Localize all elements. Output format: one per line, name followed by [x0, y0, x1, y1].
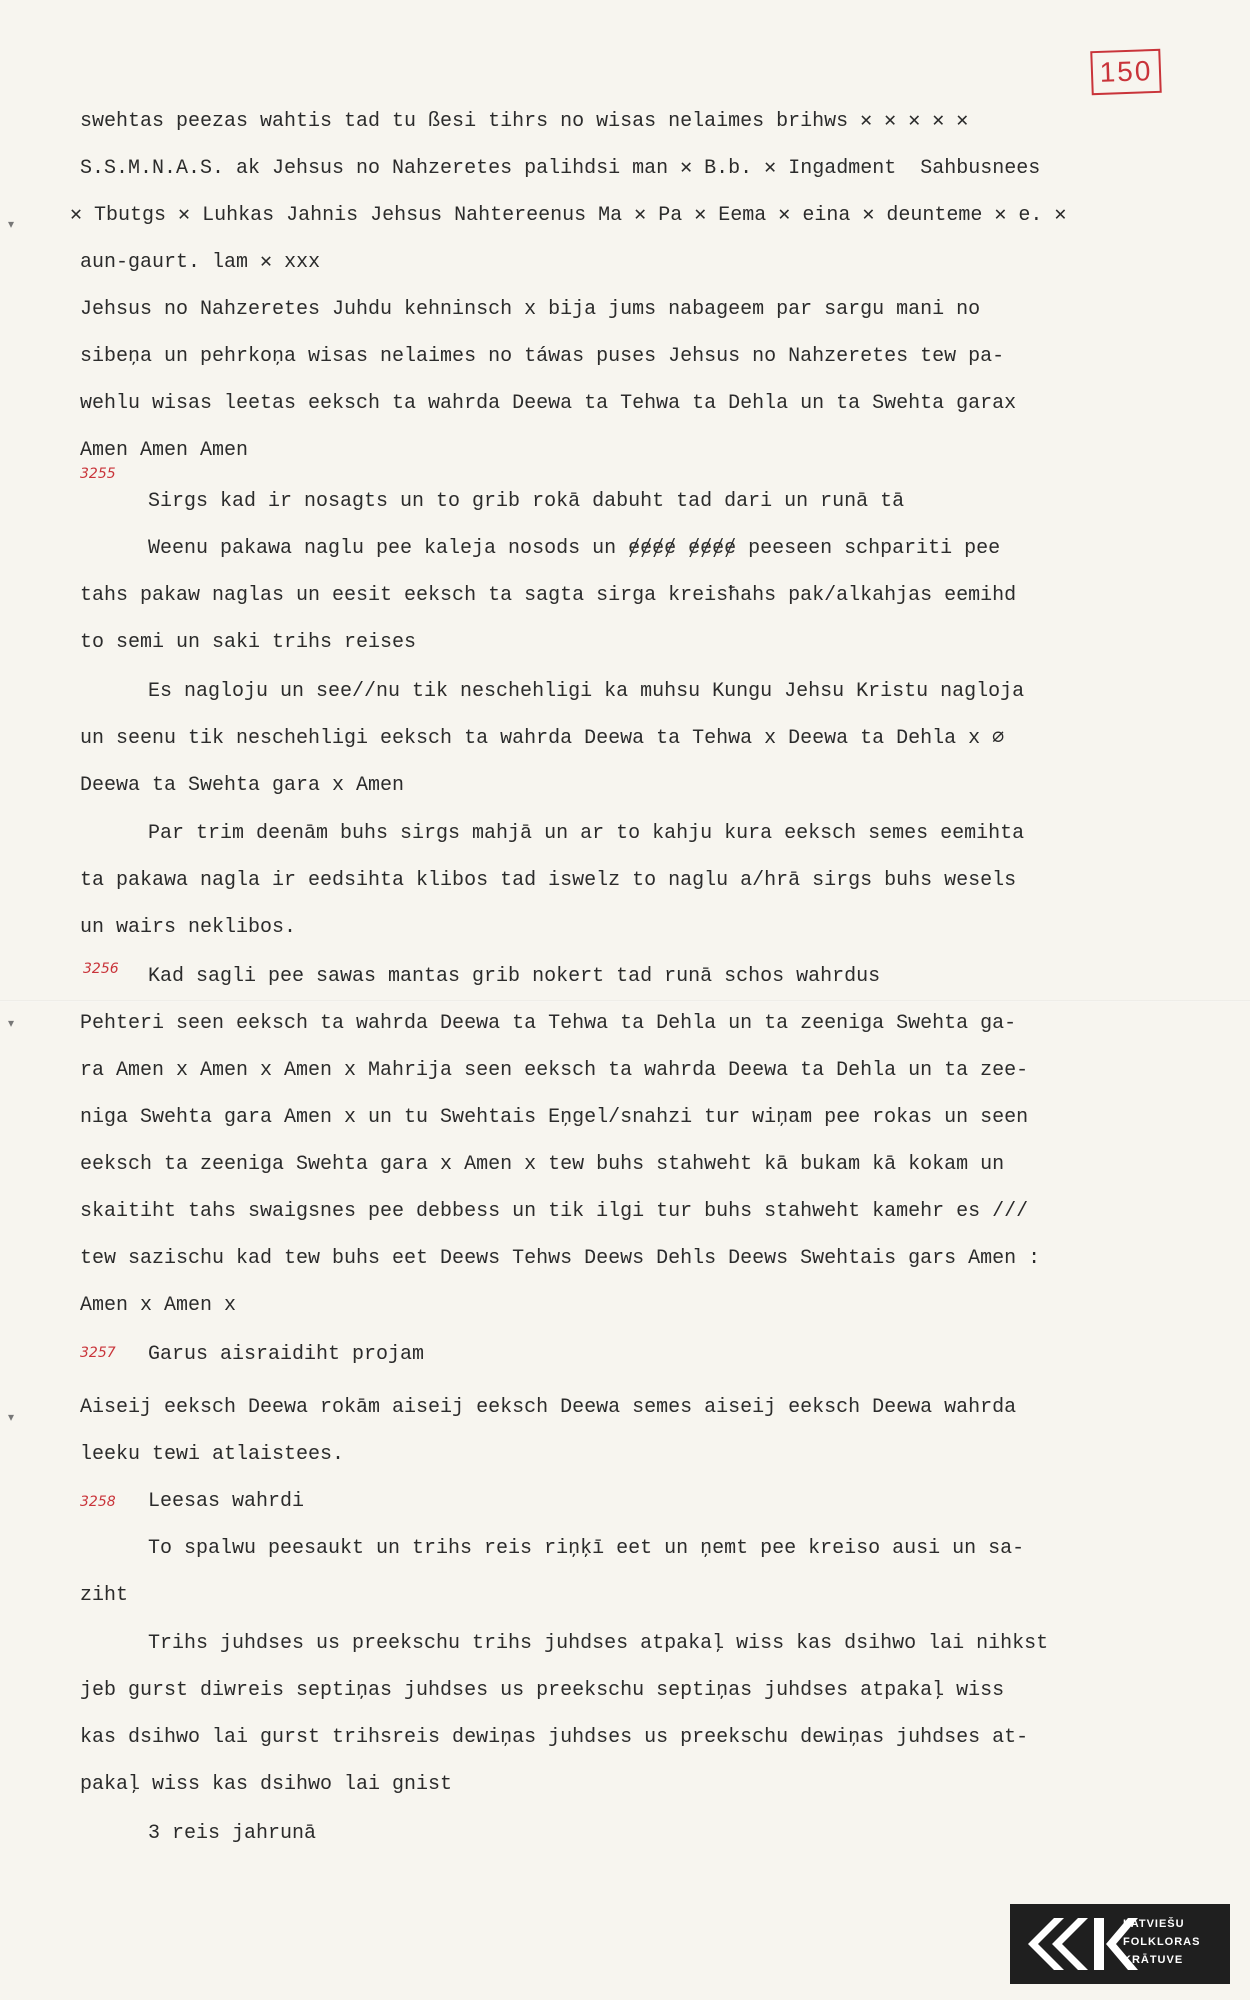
entry-number-3257: 3257 — [80, 1345, 116, 1361]
text-line: aun-gaurt. lam ✕ xxx — [80, 251, 321, 274]
logo-bar — [1094, 1918, 1104, 1970]
logo-line-1: LATVIEŠU — [1123, 1918, 1185, 1930]
text-line: skaitiht tahs swaigsnes pee debbess un tik ilgi tur buhs stahweht kamehr es /// — [80, 1200, 1029, 1223]
text-line: ta pakawa nagla ir eedsihta klibos tad iswelz to naglu a/hrā sirgs buhs wesels — [80, 869, 1017, 892]
page-number: 150 — [1090, 49, 1161, 95]
text-line: eeksch ta zeeniga Swehta gara x Amen x tew buhs stahweht kā bukam kā kokam un — [80, 1153, 1005, 1176]
text-line: Pehteri seen eeksch ta wahrda Deewa ta Tehwa ta Dehla un ta zeeniga Swehta ga- — [80, 1012, 1017, 1035]
text-line: Deewa ta Swehta gara x Amen — [80, 774, 405, 797]
text-line: leeku tewi atlaistees. — [80, 1443, 345, 1466]
text-line: Sirgs kad ir nosagts un to grib rokā dabuht tad dari un runā tā — [148, 490, 905, 513]
entry-number-3255: 3255 — [80, 466, 116, 482]
text-line: to semi un saki trihs reises — [80, 631, 417, 654]
logo-line-3: KRĀTUVE — [1123, 1954, 1184, 1966]
text-line: Par trim deenām buhs sirgs mahjā un ar to kahju kura eeksch semes eemihta — [148, 822, 1025, 845]
entry-number-3256: 3256 — [83, 961, 119, 977]
paper-fold — [0, 1000, 1250, 1002]
text-line: Jehsus no Nahzeretes Juhdu kehninsch x bija jums nabageem par sargu mani no — [80, 298, 981, 321]
text-line: Trihs juhdses us preekschu trihs juhdses atpakaļ wiss kas dsihwo lai nihkst — [148, 1632, 1049, 1655]
text-line: tew sazischu kad tew buhs eet Deews Tehws Deews Dehls Deews Swehtais gars Amen : — [80, 1247, 1041, 1270]
text-line: Amen x Amen x — [80, 1294, 237, 1317]
text-line: ra Amen x Amen x Amen x Mahrija seen eeksch ta wahrda Deewa ta Dehla un ta zee- — [80, 1059, 1029, 1082]
punch-mark: ▾ — [8, 217, 15, 231]
text-line: Garus aisraidiht projam — [148, 1343, 425, 1366]
text-line: ✕ Tbutgs ✕ Luhkas Jahnis Jehsus Nahtereenus Ma ✕ Pa ✕ Eema ✕ eina ✕ deunteme ✕ e. ✕ — [70, 204, 1067, 227]
text-line: Aiseij eeksch Deewa rokām aiseij eeksch Deewa semes aiseij eeksch Deewa wahrda — [80, 1396, 1017, 1419]
text-line: Kad sagli pee sawas mantas grib nokert tad runā schos wahrdus — [148, 965, 881, 988]
text-line: wehlu wisas leetas eeksch ta wahrda Deewa ta Tehwa ta Dehla un ta Swehta garax — [80, 392, 1017, 415]
text-line: niga Swehta gara Amen x un tu Swehtais Eņgel/snahzi tur wiņam pee rokas un seen — [80, 1106, 1029, 1129]
text-line: 3 reis jahrunā — [148, 1822, 317, 1845]
text-line: jeb gurst diwreis septiņas juhdses us preekschu septiņas juhdses atpakaļ wiss — [80, 1679, 1005, 1702]
text-line: pakaļ wiss kas dsihwo lai gnist — [80, 1773, 453, 1796]
text-line: Weenu pakawa naglu pee kaleja nosods un ɇɇɇɇ ɇɇɇɇ peeseen schpariti pee — [148, 537, 1001, 560]
text-line: ziht — [80, 1584, 129, 1607]
text-line: Amen Amen Amen — [80, 439, 249, 462]
text-line: tahs pakaw naglas un eesit eeksch ta sagta sirga kreisħahs pak/alkahjas eemihd — [80, 584, 1017, 607]
text-line: sibeņa un pehrkoņa wisas nelaimes no táwas puses Jehsus no Nahzeretes tew pa- — [80, 345, 1005, 368]
logo-line-2: FOLKLORAS — [1123, 1936, 1201, 1948]
punch-mark: ▾ — [8, 1016, 15, 1030]
text-line: un seenu tik neschehligi eeksch ta wahrda Deewa ta Tehwa x Deewa ta Dehla x ∅ — [80, 727, 1005, 750]
punch-mark: ▾ — [8, 1410, 15, 1424]
text-line: To spalwu peesaukt un trihs reis riņķī eet un ņemt pee kreiso ausi un sa- — [148, 1537, 1025, 1560]
text-line: S.S.M.N.A.S. ak Jehsus no Nahzeretes palihdsi man ✕ B.b. ✕ Ingadment Sahbusnees — [80, 157, 1041, 180]
entry-number-3258: 3258 — [80, 1494, 116, 1510]
text-line: kas dsihwo lai gurst trihsreis dewiņas juhdses us preekschu dewiņas juhdses at- — [80, 1726, 1029, 1749]
text-line: swehtas peezas wahtis tad tu ßesi tihrs no wisas nelaimes brihws ✕ ✕ ✕ ✕ ✕ — [80, 110, 969, 133]
text-line: un wairs neklibos. — [80, 916, 297, 939]
text-line: Leesas wahrdi — [148, 1490, 305, 1513]
text-line: Es nagloju un see//nu tik neschehligi ka muhsu Kungu Jehsu Kristu nagloja — [148, 680, 1025, 703]
